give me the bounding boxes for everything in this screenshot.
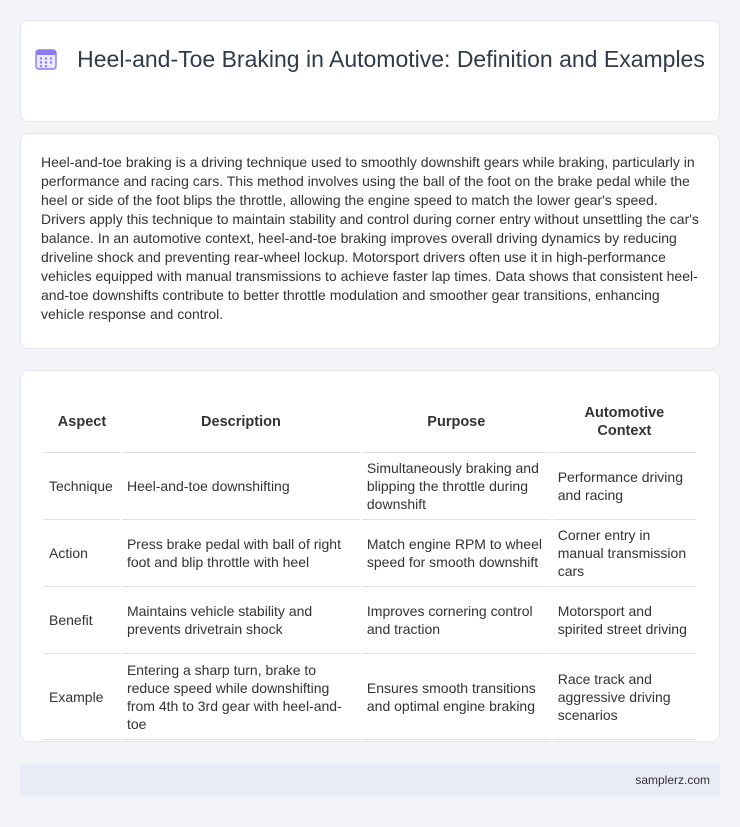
cell-aspect: Example — [44, 654, 120, 740]
cell-purpose: Ensures smooth transitions and optimal engine braking — [362, 654, 551, 740]
table-row — [44, 587, 696, 654]
cell-aspect: Action — [44, 520, 120, 587]
cell-aspect: Technique — [44, 453, 120, 520]
cell-description: Press brake pedal with ball of right foot and blip throttle with heel — [122, 520, 360, 587]
header-description: Description — [122, 391, 360, 453]
cell-purpose: Match engine RPM to wheel speed for smooth downshift — [362, 520, 551, 587]
cell-description: Maintains vehicle stability and prevents drivetrain shock — [122, 587, 360, 654]
table-row — [44, 520, 696, 587]
cell-context: Corner entry in manual transmission cars — [553, 520, 696, 587]
intro-paragraph: Heel-and-toe braking is a driving technique used to smoothly downshift gears while braking, particularly in performance and racing cars. This method involves using the ball of the foot on the brake pedal while the heel or side of the foot blips the throttle, allowing the engine speed to match the lower gear's speed. Drivers apply this technique to maintain stability and control during corner entry without unsettling the car's balance. In an automotive context, heel-and-toe braking improves overall driving dynamics by reducing driveline shock and preventing rear-wheel lockup. Motorsport drivers often use it in high-performance vehicles equipped with manual transmissions to achieve faster lap times. Data shows that consistent heel-and-toe downshifts contribute to better throttle modulation and smoother gear transitions, enhancing vehicle response and control. — [41, 154, 699, 322]
page-title: Heel-and-Toe Braking in Automotive: Definition and Examples — [77, 46, 705, 72]
cell-purpose: Simultaneously braking and blipping the throttle during downshift — [362, 453, 551, 520]
footer-site-link[interactable]: samplerz.com — [635, 773, 710, 787]
table-card — [20, 370, 720, 742]
cell-description: Entering a sharp turn, brake to reduce speed while downshifting from 4th to 3rd gear with heel-and-toe — [122, 654, 360, 740]
cell-context: Motorsport and spirited street driving — [553, 587, 696, 654]
header-automotive-context: Automotive Context — [553, 391, 696, 453]
cell-aspect: Benefit — [44, 587, 120, 654]
page-title-wrap — [21, 45, 719, 74]
table-row — [44, 453, 696, 520]
header-aspect: Aspect — [44, 391, 120, 453]
intro-card — [20, 133, 720, 349]
cell-description: Heel-and-toe downshifting — [122, 453, 360, 520]
cell-context: Performance driving and racing — [553, 453, 696, 520]
table-header-row — [44, 391, 696, 453]
footer — [20, 763, 720, 797]
cell-context: Race track and aggressive driving scenarios — [553, 654, 696, 740]
aspect-table — [42, 391, 698, 740]
table-row — [44, 654, 696, 740]
header-purpose: Purpose — [362, 391, 551, 453]
calendar-icon — [35, 48, 57, 70]
title-card — [20, 20, 720, 122]
cell-purpose: Improves cornering control and traction — [362, 587, 551, 654]
